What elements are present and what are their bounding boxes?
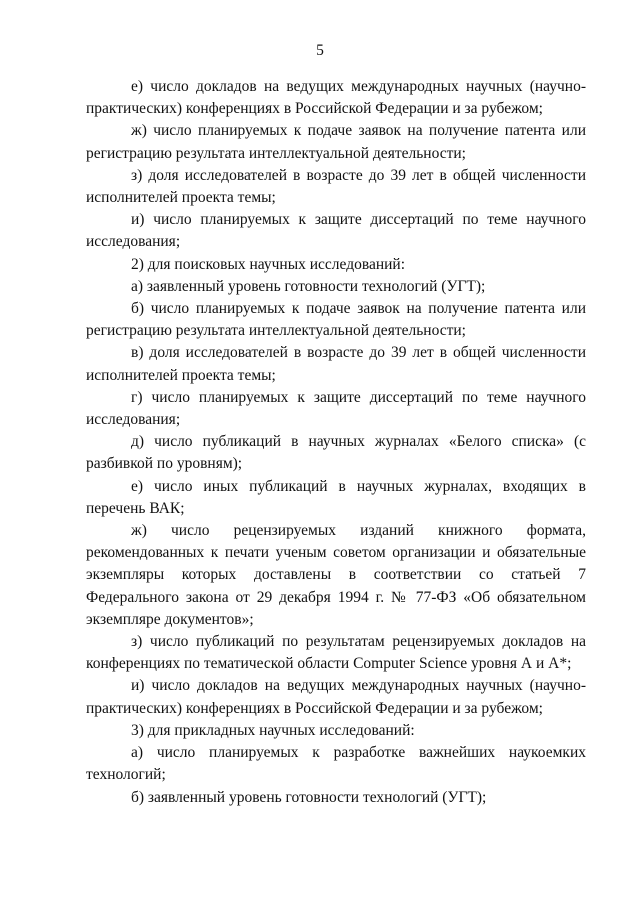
paragraph-2b-patent-applications: б) число планируемых к подаче заявок на получение патента или регистрацию результата интеллектуальной деятельности;: [86, 300, 586, 340]
paragraph-2d-white-list-publications: д) число публикаций в научных журналах «Белого списка» (с разбивкой по уровням);: [86, 433, 586, 473]
paragraph-1i-dissertations: и) число планируемых к защите диссертаций по теме научного исследования;: [86, 211, 586, 251]
paragraph-3a-knowledge-intensive-technologies: а) число планируемых к разработке важнейших наукоемких технологий;: [86, 744, 586, 784]
section-heading-exploratory-research: 2) для поисковых научных исследований:: [131, 255, 406, 273]
paragraph-1e-conference-reports: е) число докладов на ведущих международных научных (научно-практических) конференциях в Российской Федерации и за рубежом;: [86, 78, 586, 118]
paragraph-2a-trl: а) заявленный уровень готовности технологий (УГТ);: [131, 277, 486, 295]
paragraph-2e-vak-publications: е) число иных публикаций в научных журналах, входящих в перечень ВАК;: [86, 477, 586, 517]
paragraph-2g-dissertations: г) число планируемых к защите диссертаций по теме научного исследования;: [86, 388, 586, 429]
paragraph-2v-young-researchers-share: в) доля исследователей в возрасте до 39 лет в общей численности исполнителей проекта темы;: [86, 344, 586, 384]
paragraph-2zh-peer-reviewed-books: ж) число рецензируемых изданий книжного формата, рекомендованных к печати ученым советом организации и обязательные экземпляры которых доставлены в соответствии со статьей 7 Федерального закона от 29 декабря 1994 г. № 77-ФЗ «Об обязательном экземпляре документов»;: [86, 522, 586, 628]
paragraph-3b-trl: б) заявленный уровень готовности технологий (УГТ);: [131, 788, 487, 806]
paragraph-1z-young-researchers-share: з) доля исследователей в возрасте до 39 лет в общей численности исполнителей проекта темы;: [86, 166, 586, 207]
document-body: [86, 76, 586, 809]
page-number: 5: [316, 42, 324, 59]
paragraph-2i-conference-reports: и) число докладов на ведущих международных научных (научно-практических) конференциях в Российской Федерации и за рубежом;: [86, 677, 586, 717]
section-heading-applied-research: 3) для прикладных научных исследований:: [131, 721, 415, 739]
paragraph-2z-computer-science-conferences: з) число публикаций по результатам рецензируемых докладов на конференциях по тематической области Computer Science уровня А и А*;: [86, 633, 586, 673]
paragraph-1zh-patent-applications: ж) число планируемых к подаче заявок на получение патента или регистрацию результата интеллектуальной деятельности;: [86, 122, 586, 162]
